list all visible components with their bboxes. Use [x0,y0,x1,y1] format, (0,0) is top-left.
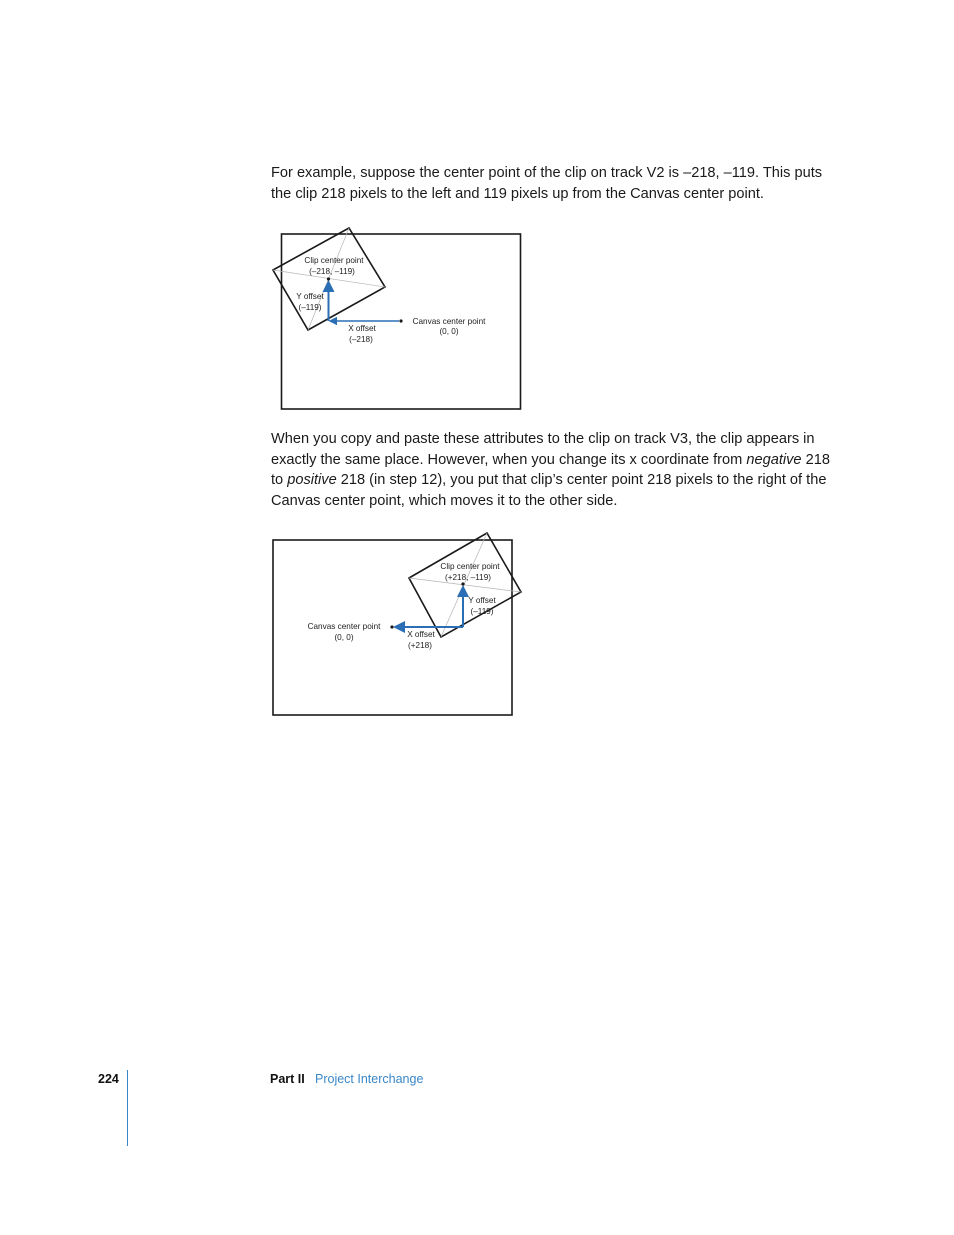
canvas-center-value: (0, 0) [334,633,354,642]
clip-center-value: (–218, –119) [309,267,355,276]
canvas-center-point [399,319,402,322]
x-offset-value: (+218) [408,641,432,650]
clip-center-label: Clip center point [440,562,500,571]
clip-center-point [461,582,464,585]
canvas-center-point [390,625,393,628]
footer-part-label: Part II [270,1072,305,1086]
para2-emphasis-positive: positive [287,472,337,488]
para2-text-3: 218 (in step 12), you put that clip’s center point 218 pixels to the right of the Canvas center point, which moves it to the other side. [271,472,827,509]
x-offset-label: X offset [348,324,376,333]
y-offset-value: (–119) [298,303,322,312]
clip-center-label: Clip center point [304,256,364,265]
diagram-clip-right [270,531,524,719]
canvas-center-label: Canvas center point [412,317,486,326]
body-paragraph-2 [271,429,831,511]
y-offset-value: (–119) [470,607,494,616]
canvas-center-value: (0, 0) [439,327,459,336]
footer-divider [127,1070,128,1146]
para2-text-1: When you copy and paste these attributes to the clip on track V3, the clip appears in exactly the same place. However, when you change its x coordinate from [271,431,815,468]
x-offset-label: X offset [407,630,435,639]
footer-chapter-link[interactable]: Project Interchange [315,1072,424,1086]
canvas-center-label: Canvas center point [307,622,381,631]
diagram-clip-right-svg [270,531,524,719]
y-offset-label: Y offset [468,596,496,605]
x-offset-value: (–218) [349,335,373,344]
para2-text-2: 218 to [271,451,830,488]
clip-center-value: (+218, –119) [444,573,492,582]
clip-center-point [327,277,330,280]
body-paragraph-1: For example, suppose the center point of the clip on track V2 is –218, –119. This puts the clip 218 pixels to the left and 119 pixels up from the Canvas center point. [271,165,823,202]
y-offset-label: Y offset [296,292,324,301]
diagram-clip-left [270,226,526,414]
para2-emphasis-negative: negative [746,451,802,468]
diagram-clip-left-svg [270,226,526,414]
page-number: 224 [98,1072,119,1086]
